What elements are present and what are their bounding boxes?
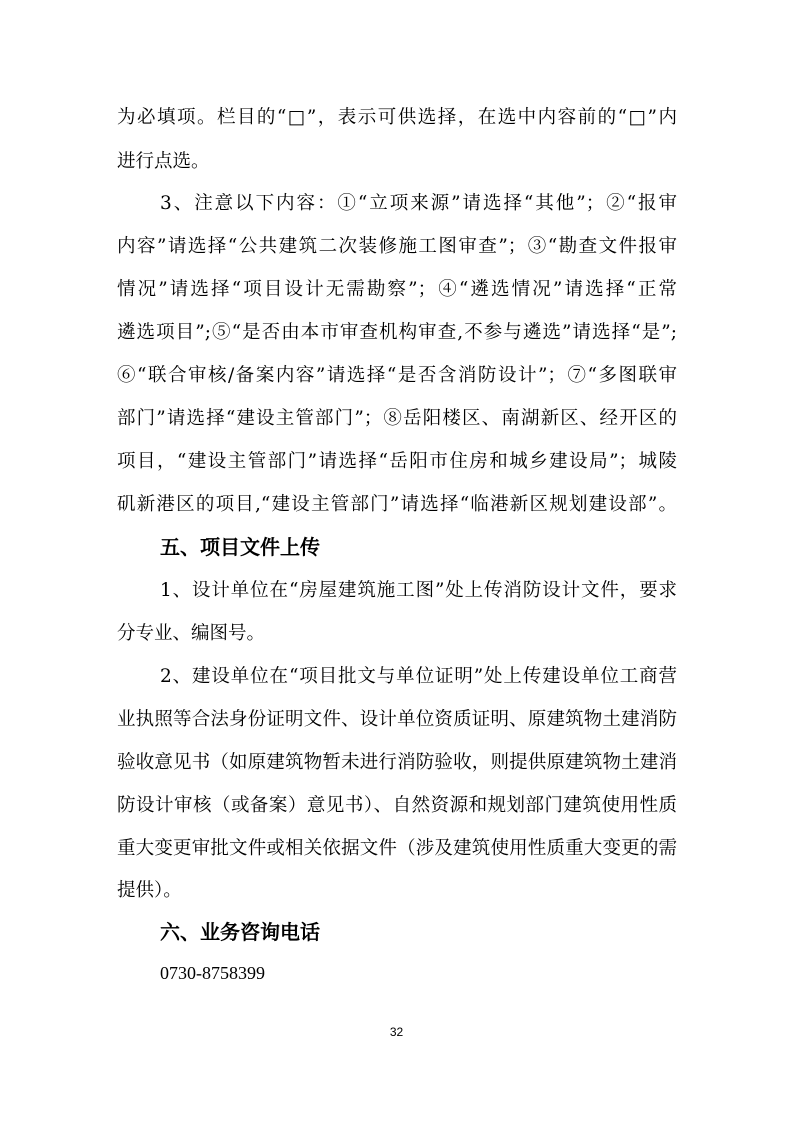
paragraph-line: 内容”请选择“公共建筑二次装修施工图审查”；③“勘查文件报审 [117,236,677,257]
paragraph-line: 业执照等合法身份证明文件、设计单位资质证明、原建筑物土建消防 [117,709,677,730]
paragraph-line: 验收意见书（如原建筑物暂未进行消防验收，则提供原建筑物土建消 [117,752,677,773]
paragraph-line: 2、建设单位在“项目批文与单位证明”处上传建设单位工商营 [160,666,677,687]
paragraph-line: 项目，“建设主管部门”请选择“岳阳市住房和城乡建设局”；城陵 [117,451,677,472]
section-heading: 六、业务咨询电话 [160,920,320,944]
page-number: 32 [389,1025,404,1039]
paragraph-line: 部门”请选择“建设主管部门”；⑧岳阳楼区、南湖新区、经开区的 [117,408,677,429]
paragraph-line: 防设计审核（或备案）意见书）、自然资源和规划部门建筑使用性质 [117,795,677,816]
paragraph-line: 3、注意以下内容：①“立项来源”请选择“其他”；②“报审 [160,193,677,214]
paragraph-line: 进行点选。 [117,151,210,172]
section-heading: 五、项目文件上传 [160,535,320,559]
paragraph-line: 遴选项目”;⑤“是否由本市审查机构审查,不参与遴选”请选择“是”; [117,322,677,343]
paragraph-line: 提供）。 [117,880,182,901]
paragraph-line: 分专业、编图号。 [117,623,266,644]
paragraph-line: 1、设计单位在“房屋建筑施工图”处上传消防设计文件，要求 [160,580,677,601]
paragraph-line: 情况”请选择“项目设计无需勘察”；④“遴选情况”请选择“正常 [117,279,677,300]
paragraph-line: ⑥“联合审核/备案内容”请选择“是否含消防设计”；⑦“多图联审 [117,365,677,386]
paragraph-line: 重大变更审批文件或相关依据文件（涉及建筑使用性质重大变更的需 [117,838,677,859]
paragraph-line: 矶新港区的项目,“建设主管部门”请选择“临港新区规划建设部”。 [117,494,677,515]
paragraph-line: 为必填项。栏目的“□”，表示可供选择，在选中内容前的“□”内 [117,107,677,128]
phone-number: 0730-8758399 [160,963,265,983]
